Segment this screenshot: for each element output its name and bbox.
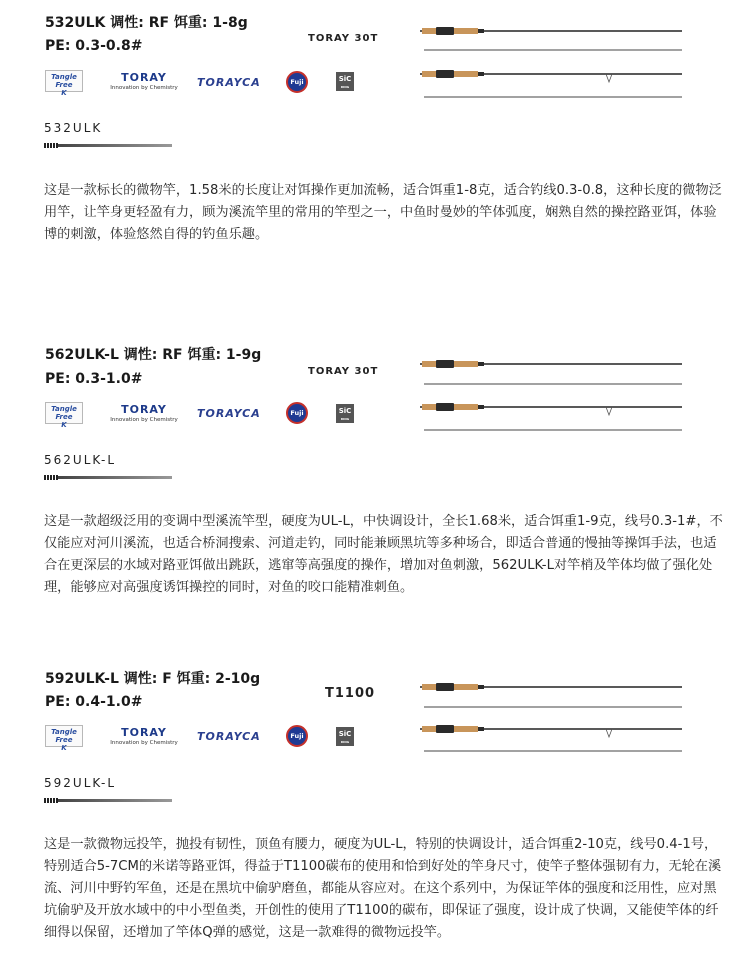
- carbon-label: TORAY 30T: [308, 33, 379, 44]
- product-description: 这是一款超级泛用的变调中型溪流竿型，硬度为UL-L，中快调设计，全长1.68米，适合饵重1-9克，线号0.3-1#，不仅能应对河川溪流，也适合桥洞搜索、河道走钓，同时能兼顾黑坑等多种场合，即适合普通的慢抽等操饵手法，也适合在更深层的水域对路亚饵做出跳跃，逃窜等高强度的操作，增加对鱼刺激，562ULK-L对竿梢及竿体均做了强化处理，能够应对高强度诱饵操控的同时，对鱼的咬口能精准刺鱼。: [44, 514, 723, 595]
- torayca-logo: TORAYCA: [197, 76, 261, 89]
- torayca-logo: TORAYCA: [197, 730, 261, 743]
- rod-piece-butt-2: [420, 725, 682, 737]
- spec-line-2: PE: 0.3-0.8#: [45, 38, 143, 54]
- carbon-label: TORAY 30T: [308, 366, 379, 377]
- model-label: 532ULK: [44, 121, 103, 135]
- torayca-logo: TORAYCA: [197, 407, 261, 420]
- fuji-logo: Fuji: [286, 71, 308, 93]
- product-description: 这是一款标长的微物竿，1.58米的长度让对饵操作更加流畅，适合饵重1-8克，适合钓线0.3-0.8，这种长度的微物泛用竿，让竿身更轻盈有力，顾为溪流竿里的常用的竿型之一，中鱼时曼妙的竿体弧度，娴熟自然的操控路亚饵，体验博的刺激，体验悠然自得的钓鱼乐趣。: [44, 183, 722, 242]
- product-description: 这是一款微物远投竿，抛投有韧性，顶鱼有腰力，硬度为UL-L，特别的快调设计，适合饵重2-10克，线号0.4-1号，特别适合5-7CM的米诺等路亚饵，得益于T1100碳布的使用和恰到好处的竿身尺寸，使竿子整体强韧有力，无轮在溪流、河川中野钓军鱼，还是在黑坑中偷驴磨鱼，都能从容应对。在这个系列中，为保证竿体的强度和泛用性，应对黑坑偷驴及开放水域中的中小型鱼类，开创性的使用了T1100的碳布，即保证了强度，设计成了快调，又能使竿体的纤细得以保留，还增加了竿体Q弹的感觉，这是一款难得的微物远投竿。: [44, 837, 722, 940]
- spec-line-1: 592ULK-L 调性: F 饵重: 2-10g: [45, 671, 261, 687]
- spec-line-1: 532ULK 调性: RF 饵重: 1-8g: [45, 15, 248, 31]
- toray-logo: TORAY Innovation by Chemistry: [110, 726, 178, 746]
- model-underline-bar: [44, 798, 172, 803]
- rod-piece-butt: [420, 683, 682, 691]
- sic-ring-logo: SiC RING: [336, 404, 354, 423]
- tangle-free-logo: Tangle Free K: [45, 70, 83, 92]
- sic-ring-logo: SiC RING: [336, 727, 354, 746]
- rod-piece-butt-2: [420, 70, 682, 82]
- spec-line-2: PE: 0.4-1.0#: [45, 694, 143, 710]
- rod-illustration: [420, 678, 690, 758]
- toray-logo: TORAY Innovation by Chemistry: [110, 403, 178, 423]
- model-underline-bar: [44, 143, 172, 148]
- rod-piece-butt: [420, 27, 682, 35]
- toray-logo: TORAY Innovation by Chemistry: [110, 71, 178, 91]
- rod-illustration: [420, 22, 690, 102]
- rod-piece-butt-2: [420, 403, 682, 415]
- spec-line-1: 562ULK-L 调性: RF 饵重: 1-9g: [45, 347, 262, 363]
- fuji-logo: Fuji: [286, 725, 308, 747]
- sic-ring-logo: SiC RING: [336, 72, 354, 91]
- fuji-logo: Fuji: [286, 402, 308, 424]
- rod-illustration: [420, 355, 690, 435]
- rod-piece-butt: [420, 360, 682, 368]
- spec-line-2: PE: 0.3-1.0#: [45, 371, 143, 387]
- tangle-free-logo: Tangle Free K: [45, 402, 83, 424]
- carbon-label: T1100: [325, 686, 376, 701]
- model-label: 592ULK-L: [44, 776, 116, 790]
- model-underline-bar: [44, 475, 172, 480]
- tangle-free-logo: Tangle Free K: [45, 725, 83, 747]
- model-label: 562ULK-L: [44, 453, 116, 467]
